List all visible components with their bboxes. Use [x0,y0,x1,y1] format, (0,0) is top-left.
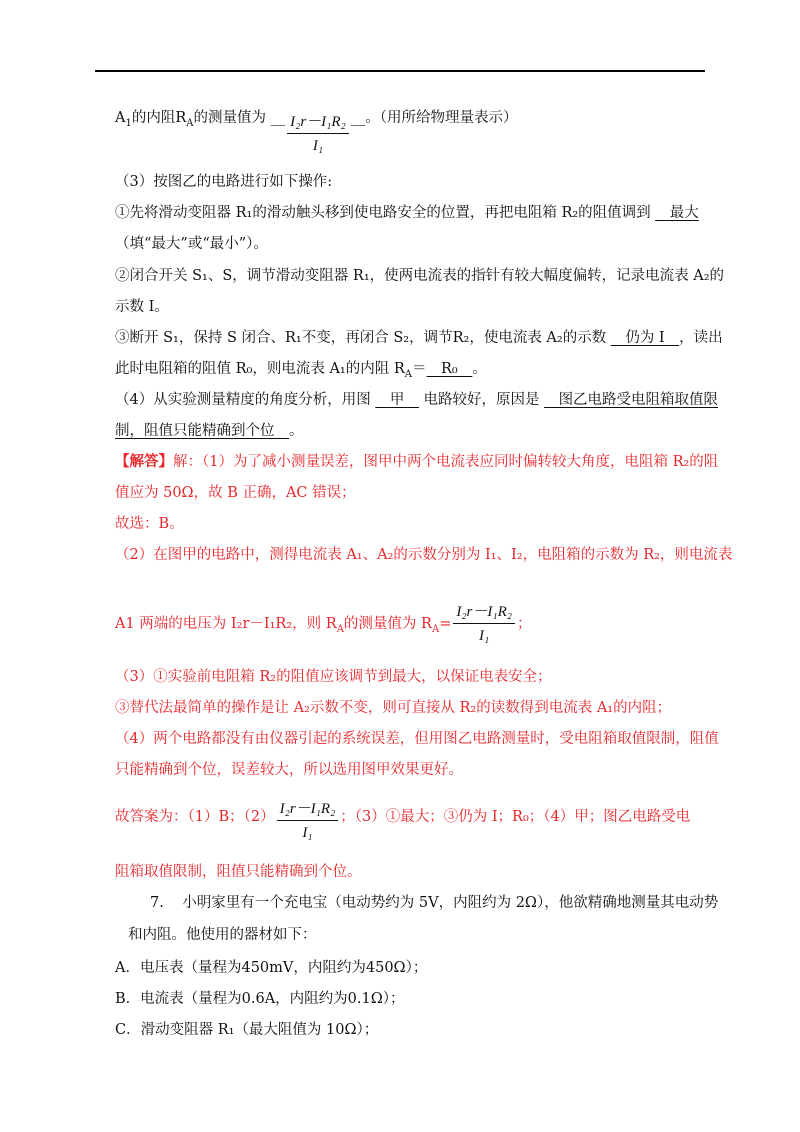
step3-item3: ③断开 S₁，保持 S 闭合、R₁不变，再闭合 S₂，调节R₂，使电流表 A₂的示数 __仍为 I__，读出 [115,330,723,346]
final-answer-line-cont: 阻箱取值限制，阻值只能精确到个位。 [115,864,362,880]
option-c: C．滑动变阻器 R₁（最大阻值为 10Ω）； [115,1022,379,1038]
formula-fraction: $\frac{\text{I₂r－I₁R₂}}{\text{I₁}}$ [453,603,515,645]
header-rule [95,70,705,72]
solution-line-5: A1 两端的电压为 I₂r－I₁R₂，则 $R_A$的测量值为 $R_A=$ $\frac{\text{I₂r－I₁R₂}}{\text{I₁}}$ ； [115,604,532,644]
formula-fraction: $\frac{\text{I₂r－I₁R₂}}{\text{I₁}}$ [287,113,349,155]
formula-fraction: $\frac{\text{I₂r－I₁R₂}}{\text{I₁}}$ [277,800,339,842]
solution-line-6: （3）①实验前电阻箱 R₂的阻值应该调节到最大，以保证电表安全； [115,669,552,685]
answer-line-ra: $A_1$的内阻$R_A$的测量值为 __ $\frac{\text{I₂r－I₁R₂}}{\text{I₁}}$ __。（用所给物理量表示） [115,110,518,154]
solution-line-8: （4）两个电路都没有由仪器引起的系统误差，但用图乙电路测量时，受电阻箱取值限制，阻值 [115,731,719,747]
option-b: B．电流表（量程为0.6A，内阻约为0.1Ω）； [115,991,405,1007]
step3-item2: ②闭合开关 S₁、S，调节滑动变阻器 R₁，使两电流表的指针有较大幅度偏转，记录电流表 A₂的 [115,268,725,284]
solution-line-4: （2）在图甲的电路中，测得电流表 A₁、A₂的示数分别为 I₁、I₂，电阻箱的示数为 R₂，则电流表 [115,547,733,563]
solution-line-9: 只能精确到个位，误差较大，所以选用图甲效果更好。 [115,762,463,778]
step4-question: （4）从实验测量精度的角度分析，用图 __甲__ 电路较好，原因是 __图乙电路受电阻箱取值限 [115,392,719,408]
final-answer-line: 故答案为：（1）B；（2） $\frac{\text{I₂r－I₁R₂}}{\text{I₁}}$ ；（3）①最大；③仍为 I；R₀；（4）甲；图乙电路受电 [115,801,691,841]
solution-line-7: ③替代法最简单的操作是让 A₂示数不变，则可直接从 R₂的读数得到电流表 A₁的内阻； [115,700,672,716]
question-number: 7. [150,895,164,911]
question-7-cont: 和内阻。他使用的器材如下： [128,927,317,943]
step3-item1-cont: （填“最大”或“最小”）。 [115,236,268,252]
step3-item3-cont: 此时电阻箱的阻值 R₀，则电流表 A₁的内阻 $R_A=\_\_R_0\_\_$。 [115,361,487,380]
option-a: A．电压表（量程为450mV，内阻约为450Ω）； [115,960,428,976]
step3-heading: （3）按图乙的电路进行如下操作: [115,174,333,190]
step4-question-cont: 制，阻值只能精确到个位__。 [115,423,304,439]
solution-line-3: 故选：B。 [115,516,184,532]
solution-line-2: 值应为 50Ω，故 B 正确，AC 错误； [115,485,356,501]
solution-label: 【解答】 [115,453,173,470]
step3-item2-cont: 示数 I。 [115,299,169,315]
solution-line-1: 【解答】解：（1）为了减小测量误差，图甲中两个电流表应同时偏转较大角度，电阻箱 R₂的阻 [115,453,719,470]
question-7: 7. 小明家里有一个充电宝（电动势约为 5V，内阻约为 2Ω），他欲精确地测量其电动势 [150,895,719,911]
step3-item1: ①先将滑动变阻器 R₁的滑动触头移到使电路安全的位置，再把电阻箱 R₂的阻值调到 __最大 [115,205,699,221]
